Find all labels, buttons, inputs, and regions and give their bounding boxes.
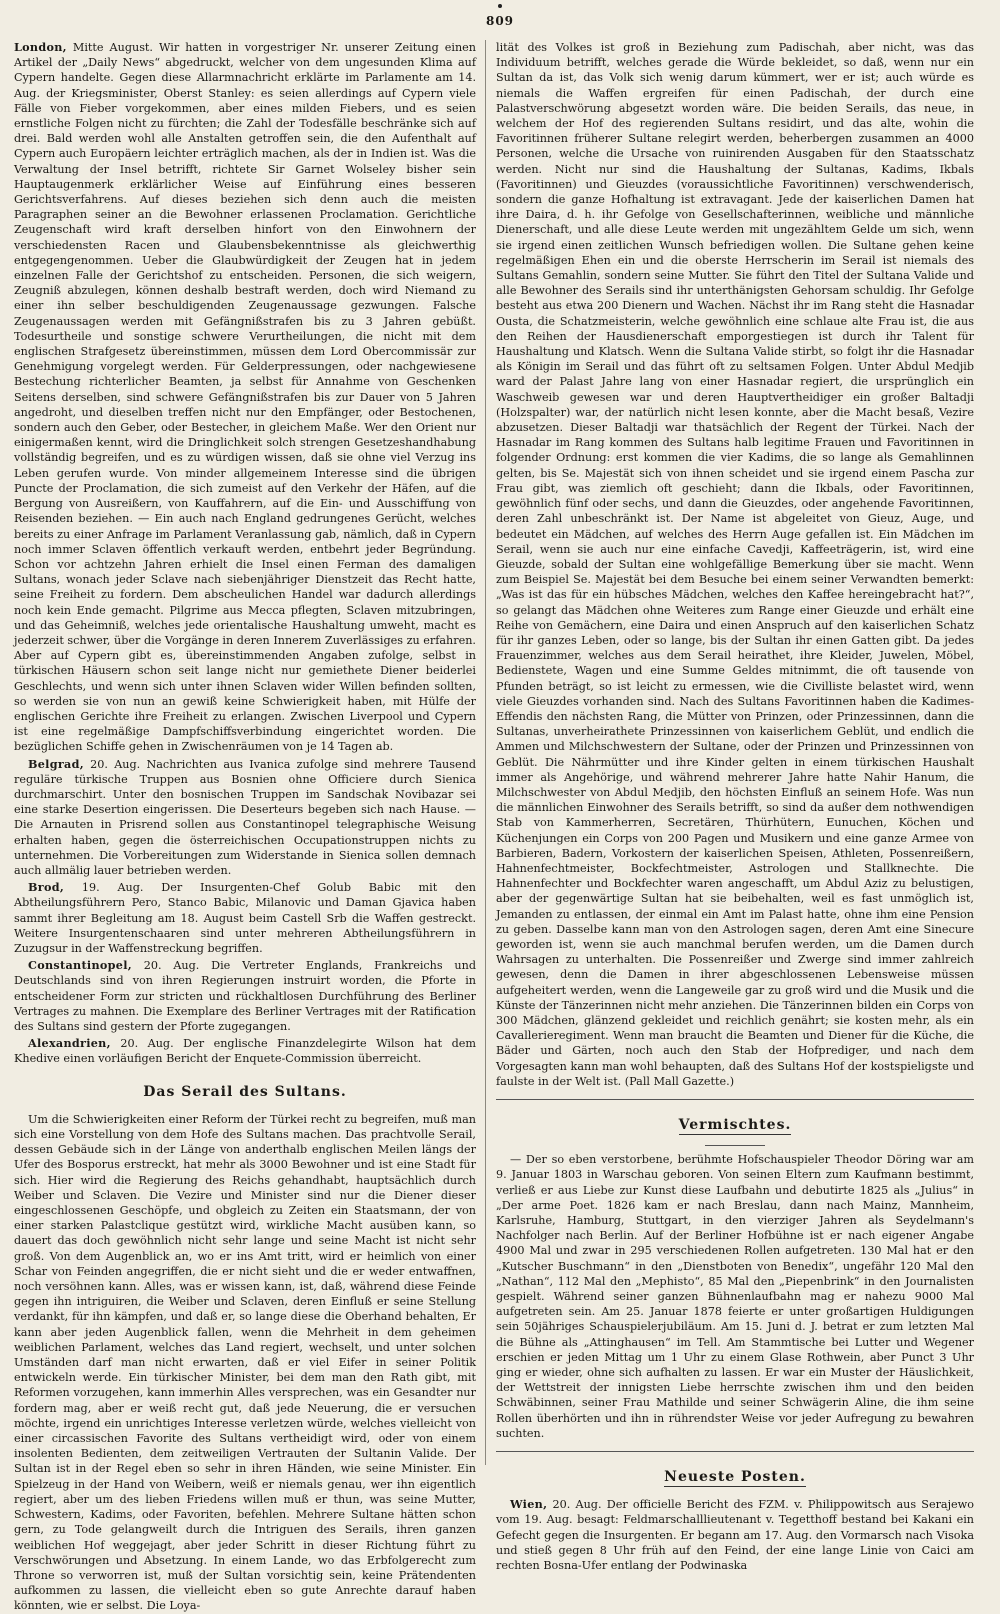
article-wien-text: 20. Aug. Der officielle Bericht des FZM. v. Philippowitsch aus Serajewo vom 19. Aug. besagt: Feldmarschalllieutenant v. Tegetthoff bestand bei Kakani ein Gefecht gegen die Insurgenten. Er begann am 17. Aug. den Vormarsch nach Visoka und stieß gegen 8 Uhr früh auf den Feind, der eine lange Linie von Caici am rechten Bosna-Ufer entlang der Podwinaska	[496, 1498, 974, 1573]
article-london-text: Mitte August. Wir hatten in vorgestriger Nr. unserer Zeitung einen Artikel der „Daily News“ abgedruckt, welcher von dem ungesunden Klima auf Cypern handelte. Gegen diese Allarmnachricht erklärte im Parlamente am 14. Aug. der Kriegsminister, Oberst Stanley: es seien allerdings auf Cypern viele Fälle von Fieber vorgekommen, aber eines milden Fiebers, und es seien ernstliche Folgen nicht zu fürchten; die Zahl der Todesfälle beschränke sich auf drei. Bald werden wohl alle Anstalten getroffen sein, die den Aufenthalt auf Cypern auch Europäern leichter erträglich machen, als der in Indien ist. Was die Verwaltung der Insel betrifft, richtete Sir Garnet Wolseley bisher sein Hauptaugenmerk erklärlicher Weise auf Einführung eines besseren Gerichtsverfahrens. Auf dieses beziehen sich denn auch die meisten Paragraphen seiner an die Bewohner erlassenen Proclamation. Gerichtliche Zeugenschaft wird kraft derselben hinfort von den Einwohnern der verschiedensten Racen und Glaubensbekenntnisse als gleichwerthig entgegengenommen. Ueber die Glaubwürdigkeit der Zeugen hat in jedem einzelnen Falle der Gerichtshof zu entscheiden. Personen, die sich weigern, Zeugniß abzulegen, können deshalb bestraft werden, doch wird Niemand zu einer ihn selber beschuldigenden Zeugenaussage gezwungen. Falsche Zeugenaussagen werden mit Gefängnißstrafen bis zu 3 Jahren gebüßt. Todesurtheile und sonstige schwere Verurtheilungen, die nicht mit dem englischen Strafgesetz übereinstimmen, müssen dem Lord Obercommissär zur Genehmigung vorgelegt werden. Für Gelderpressungen, oder nachgewiesene Bestechung richterlicher Beamten, ja selbst für Annahme von Geschenken Seitens derselben, sind schwere Gefängnißstrafen bis zur Dauer von 5 Jahren angedroht, und dieselben treffen nicht nur den Empfänger, oder Bestochenen, sondern auch den Geber, oder Bestecher, in gleichem Maße. Wer den Orient nur einigermaßen kennt, wird die Dringlichkeit solch strengen Gesetzeshandhabung vollständig begreifen, und es zu würdigen wissen, daß sie ohne viel Verzug ins Leben gerufen wurde. Von minder allgemeinem Interesse sind die übrigen Puncte der Proclamation, die sich zumeist auf den Verkehr der Häfen, auf die Bergung von Ausreißern, von Kauffahrern, auf die Ein- und Ausschiffung von Reisenden beziehen. — Ein auch nach England gedrungenes Gerücht, welches bereits zu einer Anfrage im Parlament Veranlassung gab, nämlich, daß in Cypern noch immer Sclaven öffentlich verkauft werden, entbehrt jeder Begründung. Schon vor achtzehn Jahren erhielt die Insel einen Ferman des damaligen Sultans, wonach jeder Sclave nach siebenjähriger Dienstzeit das Recht hatte, seine Freiheit zu fordern. Dem abscheulichen Handel war dadurch allerdings noch kein Ende gemacht. Pilgrime aus Mecca pflegten, Sclaven mitzubringen, und das Geheimniß, welches jede orientalische Haushaltung umweht, macht es jederzeit schwer, über die Vorgänge in deren Innerem Zuverlässiges zu erfahren. Aber auf Cypern gibt es, übereinstimmenden Angaben zufolge, selbst in türkischen Häusern schon seit lange nicht nur gemiethete Diener beiderlei Geschlechts, und wenn sich unter ihnen Sclaven wider Willen befinden sollten, so werden sie von nun an gewiß keine Schwierigkeit haben, mit Hülfe der englischen Gerichte ihre Freiheit zu erlangen. Zwischen Liverpool und Cypern ist eine regelmäßige Dampfschiffsverbindung eingerichtet worden. Die bezüglichen Schiffe gehen in Zwischenräumen von je 14 Tagen ab.	[14, 41, 476, 754]
column-divider	[485, 40, 486, 1465]
dateline-wien: Wien,	[510, 1497, 548, 1512]
dateline-alexandrien: Alexandrien,	[28, 1036, 111, 1051]
article-belgrad-text: 20. Aug. Nachrichten aus Ivanica zufolge sind mehrere Tausend reguläre türkische Truppen aus Bosnien ohne Officiere durch Sienica durchmarschirt. Unter den bosnischen Truppen im Sandschak Novibazar sei eine starke Desertion eingerissen. Die Deserteurs begeben sich nach Hause. — Die Arnauten in Prisrend sollen aus Constantinopel telegraphische Weisung erhalten haben, gegen die österreichischen Occupationstruppen nichts zu unternehmen. Die Vorbereitungen zum Widerstande in Sienica sollen demnach auch allmälig lauer betrieben werden.	[14, 757, 476, 877]
section-title-vermischtes	[496, 1118, 974, 1133]
article-london	[14, 40, 476, 755]
article-alexandrien-text: 20. Aug. Der englische Finanzdelegirte Wilson hat dem Khedive einen vorläufigen Bericht der Enquete-Commission überreicht.	[14, 1037, 476, 1066]
left-column	[14, 40, 476, 1613]
dateline-belgrad: Belgrad,	[28, 756, 84, 771]
section-title-serail: Das Serail des Sultans.	[143, 1083, 347, 1100]
section-title-neueste-posten-text: Neueste Posten.	[664, 1469, 806, 1486]
section-title-vermischtes-text: Vermischtes.	[678, 1117, 792, 1134]
dateline-constantinopel: Constantinopel,	[28, 958, 132, 973]
article-brod	[14, 880, 476, 956]
page-number: 809	[485, 14, 515, 28]
article-serail: Um die Schwierigkeiten einer Reform der Türkei recht zu begreifen, muß man sich eine Vorstellung von dem Hofe des Sultans machen. Das prachtvolle Serail, dessen Gebäude sich in der Länge von anderthalb englischen Meilen längs der Ufer des Bosporus erstreckt, hat mehr als 3000 Bewohner und ist eine Stadt für sich. Hier wird die Regierung des Reichs gehandhabt, hauptsächlich durch Weiber und Sclaven. Die Vezire und Minister sind nur die Diener dieser eingeschlossenen Geschöpfe, und obgleich zu Zeiten ein Staatsmann, der von einer starken Palastclique gestützt wird, wirkliche Macht ausüben kann, so dauert das doch gewöhnlich nicht sehr lange und seine Macht ist nicht sehr groß. Von dem Augenblick an, wo er ins Amt tritt, wird er heimlich von einer Schar von Feinden angegriffen, die er nicht sieht und die er weder entwaffnen, noch versöhnen kann. Alles, was er wissen kann, ist, daß, während diese Feinde gegen ihn intriguiren, die Weiber und Sclaven, deren Einfluß er seine Stellung verdankt, für ihn kämpfen, und daß er, so lange diese die Oberhand behalten, Er kann aber jeden Augenblick fallen, wenn die Mehrheit in dem geheimen weiblichen Parlament, welches das Land regiert, wechselt, und unter solchen Umständen darf man nicht erwarten, daß er viel Eifer in seiner Politik entwickeln werde. Ein türkischer Minister, bei dem man den Rath gibt, mit Reformen vorzugehen, kann immerhin Alles versprechen, was ein Gesandter nur fordern mag, aber er weiß recht gut, daß jede Neuerung, die er versuchen möchte, irgend ein unrichtiges Interesse verletzen würde, welches vielleicht von einer circassischen Favorite des Sultans vertheidigt wird, oder von einem insolenten Bedienten, dem zeitweiligen Vertrauten der Sultanin Valide. Der Sultan ist in der Regel eben so sehr in ihren Händen, wie seine Minister. Ein Spielzeug in der Hand von Weibern, weiß er niemals genau, wer ihn eigentlich regiert, aber um des lieben Friedens willen muß er thun, was seine Mutter, Schwestern, Kadims, oder Favoriten, befehlen. Mehrere Sultane hätten schon gern, zu Tode gelangweilt durch die Intriguen des Serails, ihren ganzen weiblichen Hof weggejagt, aber jeder Schritt in dieser Richtung führt zu Verschwörungen und Absetzung. In einem Lande, wo das Erbfolgerecht zum Throne so verworren ist, muß der Sultan vorsichtig sein, keine Prätendenten aufkommen zu lassen, die vielleicht eben so gute Anrechte darauf haben könnten, wie er selbst. Die Loya-	[14, 1112, 476, 1613]
article-belgrad	[14, 757, 476, 879]
dateline-brod: Brod,	[28, 880, 65, 895]
section-title-neueste-posten	[496, 1470, 974, 1485]
article-alexandrien	[14, 1036, 476, 1066]
article-constantinopel	[14, 958, 476, 1034]
article-serail-continued: lität des Volkes ist groß in Beziehung zum Padischah, aber nicht, was das Individuum betrifft, welches gerade die Würde bekleidet, so daß, wenn nur ein Sultan da ist, das Volk sich wenig darum kümmert, wer er ist; auch würde es niemals die Waffen ergreifen für einen Padischah, der durch eine Palastverschwörung abgesetzt worden wäre. Die beiden Serails, das neue, in welchem der Hof des regierenden Sultans residirt, und das alte, wohin die Favoritinnen früherer Sultane relegirt werden, beherbergen zusammen an 4000 Personen, welche die Ursache von ruinirenden Ausgaben für den Staatsschatz werden. Nicht nur sind die Haushaltung der Sultanas, Kadims, Ikbals (Favoritinnen) und Gieuzdes (voraussichtliche Favoritinnen) verschwenderisch, sondern die ganze Hofhaltung ist extravagant. Jede der kaiserlichen Damen hat ihre Daira, d. h. ihr Gefolge von Gesellschafterinnen, weibliche und männliche Dienerschaft, und alle diese Leute werden mit ungezähltem Gelde um sich, wenn sie irgend einen zeitlichen Wunsch befriedigen wollen. Die Sultane gehen keine regelmäßigen Ehen ein und die oberste Herrscherin im Serail ist niemals des Sultans Gemahlin, sondern seine Mutter. Sie führt den Titel der Sultana Valide und alle Bewohner des Serails sind ihr unterthänigsten Gehorsam schuldig. Ihr Gefolge besteht aus etwa 200 Dienern und Wachen. Nächst ihr im Rang steht die Hasnadar Ousta, die Schatzmeisterin, welche gewöhnlich eine schlaue alte Frau ist, die aus den Reihen der Hausdienerschaft emporgestiegen ist durch ihr Talent für Haushaltung und Klatsch. Wenn die Sultana Valide stirbt, so folgt ihr die Hasnadar als Königin im Serail und das führt oft zu seltsamen Folgen. Unter Abdul Medjib ward der Palast Jahre lang von einer Hasnadar regiert, die ursprünglich ein Waschweib gewesen war und deren Hauptvertheidiger ein großer Baltadji (Holzspalter) war, der natürlich nicht lesen konnte, aber die Macht besaß, Vezire abzusetzen. Dieser Baltadji war thatsächlich der Regent der Türkei. Nach der Hasnadar im Rang kommen des Sultans halb legitime Frauen und Favoritinnen in folgender Ordnung: erst kommen die vier Kadims, die so lange als Gemahlinnen gelten, bis Se. Majestät sich von ihnen scheidet und sie irgend einem Pascha zur Frau gibt, was ziemlich oft geschieht; dann die Ikbals, oder Favoritinnen, gewöhnlich fünf oder sechs, und dann die Gieuzdes, oder angehende Favoritinnen, deren Zahl unbeschränkt ist. Der Name ist abgeleitet von Gieuz, Auge, und bedeutet ein Mädchen, auf welches des Herrn Auge gefallen ist. Ein Mädchen im Serail, wenn sie auch nur eine einfache Cavedji, Kaffeeträgerin, ist, wird eine Gieuzde, sobald der Sultan eine wohlgefällige Bemerkung über sie macht. Wenn zum Beispiel Se. Majestät bei dem Besuche bei einem seiner Verwandten bemerkt: „Was ist das für ein hübsches Mädchen, welches den Kaffee hereingebracht hat?“, so gelangt das Mädchen ohne Weiteres zum Range einer Gieuzde und erhält eine Reihe von Gemächern, eine Daira und einen Anspruch auf den kaiserlichen Schatz für ihr ganzes Leben, oder so lange, bis der Sultan ihr einen Gatten gibt. Da jedes Frauenzimmer, welches aus dem Serail heirathet, ihre Kleider, Juwelen, Möbel, Bedienstete, Wagen und eine Summe Geldes mitnimmt, die oft tausende von Pfunden beträgt, so ist leicht zu ermessen, wie die Civilliste belastet wird, wenn viele Gieuzdes vorhanden sind. Nach des Sultans Favoritinnen haben die Kadimes-Effendis den nächsten Rang, die Mütter von Prinzen, oder Prinzessinnen, dann die Sultanas, unverheirathete Prinzessinnen von kaiserlichem Geblüt, und endlich die Ammen und Milchschwestern der Sultane, oder der Prinzen und Prinzessinnen von Geblüt. Die Nährmütter und ihre Kinder gelten in einem türkischen Haushalt immer als Angehörige, und während mehrerer Jahre hatte Nahir Hanum, die Milchschwester von Abdul Medjib, den höchsten Einfluß an seinem Hofe. Was nun die männlichen Einwohner des Serails betrifft, so sind da außer dem nothwendigen Stab von Kammerherren, Secretären, Thürhütern, Eunuchen, Köchen und Küchenjungen ein Corps von 200 Pagen und Musikern und eine ganze Armee von Barbieren, Badern, Vorkostern der kaiserlichen Speisen, Athleten, Possenreißern, Hahnenfechtmeister, Bockfechtmeister, Astrologen und Stallknechte. Die Hahnenfechter und Bockfechter waren angeschafft, um Abdul Aziz zu belustigen, aber der gegenwärtige Sultan hat sie beibehalten, weil es fast unmöglich ist, Jemanden zu entlassen, der einmal ein Amt im Palast hatte, ohne ihm eine Pension zu geben. Dasselbe kann man von den Astrologen sagen, deren Amt eine Sinecure geworden ist, wenn sie auch manchmal berufen werden, um die Damen durch Wahrsagen zu unterhalten. Die Possenreißer und Zwerge sind immer zahlreich gewesen, denn die Damen in ihrer abgeschlossenen Lebensweise müssen aufgeheitert werden, wenn die Langeweile gar zu groß wird und die Musik und die Künste der Tänzerinnen nicht mehr anziehen. Die Tänzerinnen bilden ein Corps von 300 Mädchen, glänzend gekleidet und reichlich genährt; sie kosten mehr, als ein Cavallerieregiment. Wenn man braucht die Beamten und Diener für die Küche, die Bäder und Gärten, noch auch den Stab der Hofprediger, und nach dem Vorgesagten kann man wohl behaupten, daß des Sultans Hof der kostspieligste und faulste in der Welt ist. (Pall Mall Gazette.)	[496, 41, 974, 1088]
section-divider	[496, 1099, 974, 1100]
section-divider-2	[496, 1451, 974, 1452]
article-doering: — Der so eben verstorbene, berühmte Hofschauspieler Theodor Döring war am 9. Januar 1803 in Warschau geboren. Von seinen Eltern zum Kaufmann bestimmt, verließ er aus Liebe zur Kunst diese Laufbahn und debutirte 1825 als „Julius“ in „Der arme Poet. 1826 kam er nach Breslau, dann nach Mainz, Mannheim, Karlsruhe, Hamburg, Stuttgart, in den vierziger Jahren als Seydelmann's Nachfolger nach Berlin. Auf der Berliner Hofbühne ist er nach eigener Angabe 4900 Mal und zwar in 295 verschiedenen Rollen aufgetreten. 130 Mal hat er den „Kutscher Buschmann“ in den „Dienstboten von Benedix“, ungefähr 120 Mal den „Nathan“, 112 Mal den „Mephisto“, 85 Mal den „Piepenbrink“ in den Journalisten gespielt. Während seiner ganzen Bühnenlaufbahn mag er nahezu 9000 Mal aufgetreten sein. Am 25. Januar 1878 feierte er unter großartigen Huldigungen sein 50jähriges Schauspielerjubiläum. Am 15. Juni d. J. betrat er zum letzten Mal die Bühne als „Attinghausen“ im Tell. Am Stammtische bei Lutter und Wegener erschien er jeden Mittag um 1 Uhr zu einem Glase Rothwein, aber Punct 3 Uhr ging er wieder, ohne sich aufhalten zu lassen. Er war ein Muster der Häuslichkeit, der Wettstreit der innigsten Liebe herrschte zwischen ihm und den beiden Schwäbinnen, seiner Frau Mathilde und seiner Schwägerin Aline, die ihm seine Rollen überhörten und ihn in rührendster Weise vor jeder Aufregung zu bewahren suchten.	[496, 1153, 974, 1440]
article-constantinopel-text: 20. Aug. Die Vertreter Englands, Frankreichs und Deutschlands sind von ihren Regierungen instruirt worden, die Pforte in entscheidener Form zur stricten und rückhaltlosen Durchführung des Berliner Vertrages zu mahnen. Die Exemplare des Berliner Vertrages mit der Ratification des Sultans sind gestern der Pforte zugegangen.	[14, 959, 476, 1033]
dateline-london: London,	[14, 40, 67, 54]
short-rule	[705, 1145, 765, 1146]
article-brod-text: 19. Aug. Der Insurgenten-Chef Golub Babic mit den Abtheilungsführern Pero, Stanco Babic, Milanovic und Daman Gjavica haben sammt ihrer Begleitung am 18. August beim Castell Srb die Waffen gestreckt. Weitere Insurgentenschaaren sind unter mehreren Abtheilungsführern in Zuzugsur in der Waffenstreckung begriffen.	[14, 881, 476, 955]
right-column	[496, 40, 974, 1573]
article-wien	[496, 1497, 974, 1573]
ink-dot	[498, 4, 502, 8]
